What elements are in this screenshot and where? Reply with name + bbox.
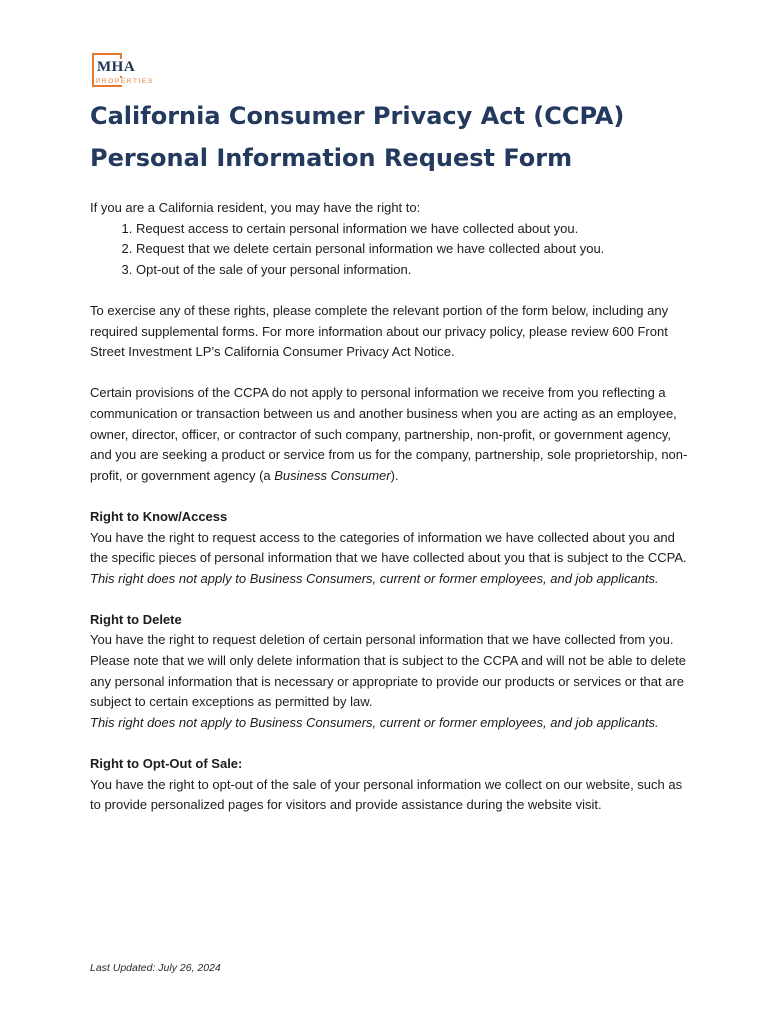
document-body — [90, 198, 690, 816]
intro-lead: If you are a California resident, you may have the right to: — [90, 200, 421, 215]
section-note-delete: This right does not apply to Business Consumers, current or former employees, and job applicants. — [90, 714, 659, 730]
logo-subtitle: PROPERTIES — [96, 78, 154, 85]
last-updated: Last Updated: July 26, 2024 — [90, 962, 221, 974]
title-line-2: Personal Information Request Form — [90, 144, 573, 172]
section-body-know: You have the right to request access to the categories of information we have collected about you and the specific pieces of personal information that we have collected about you that is subject to the CCPA. — [90, 529, 687, 566]
rights-list — [90, 219, 690, 281]
title-line-1: California Consumer Privacy Act (CCPA) — [90, 102, 625, 130]
company-logo — [92, 53, 162, 89]
section-body-optout: You have the right to opt-out of the sale of your personal information we collect on our website, such as to provide personalized pages for visitors and provide assistance during the website visit. — [90, 776, 683, 813]
rights-list-item: 1. Request access to certain personal information we have collected about you. — [136, 219, 690, 240]
rights-list-item: 2. Request that we delete certain personal information we have collected about you. — [136, 239, 690, 260]
page-title — [90, 95, 730, 179]
provisions-paragraph — [90, 383, 690, 486]
section-heading-delete: Right to Delete — [90, 611, 182, 627]
provisions-end: ). — [390, 467, 399, 483]
business-consumer-term: Business Consumer — [274, 467, 391, 483]
rights-list-item: 3. Opt-out of the sale of your personal information. — [136, 260, 690, 281]
provisions-text: Certain provisions of the CCPA do not apply to personal information we receive from you reflecting a communication or transaction between us and another business when you are acting as an employee, owner, director, officer, or contractor of such company, partnership, non-profit, or government agency, and you are seeking a product or service from us for the company, partnership, sole proprietorship, non-profit, or government agency (a — [90, 385, 688, 483]
logo-name: MHA — [97, 59, 136, 75]
exercise-paragraph: To exercise any of these rights, please complete the relevant portion of the form below, including any required supplemental forms. For more information about our privacy policy, please review 600 Front Street Investment LP’s California Consumer Privacy Act Notice. — [90, 302, 669, 360]
section-note-know: This right does not apply to Business Consumers, current or former employees, and job applicants. — [90, 570, 659, 586]
section-heading-optout: Right to Opt-Out of Sale: — [90, 756, 243, 772]
section-heading-know: Right to Know/Access — [90, 508, 228, 524]
section-body-delete: You have the right to request deletion of certain personal information that we have collected from you. Please note that we will only delete information that is subject to the CCPA and will not be able to delete any personal information that is necessary or appropriate to provide our products or services or that are subject to certain exceptions as permitted by law. — [90, 632, 686, 710]
